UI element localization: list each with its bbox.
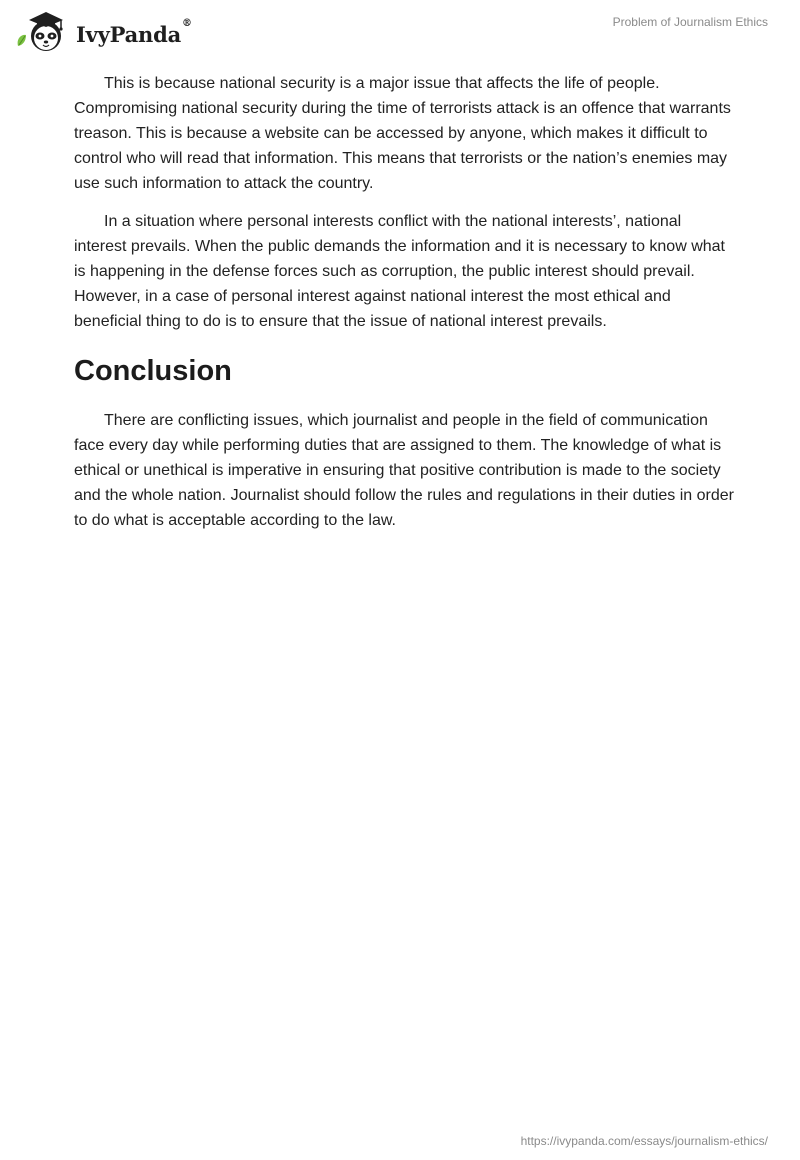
ivypanda-logo[interactable]: [14, 8, 192, 56]
body-paragraph: In a situation where personal interests conflict with the national interests’, national interest prevails. When the public demands the information and it is necessary to know what is happening in the defense forces such as corruption, the public interest should prevail. However, in a case of personal interest against national interest the most ethical and beneficial thing to do is to ensure that the issue of national interest prevails.: [74, 213, 725, 330]
essay-content: [74, 71, 734, 546]
body-paragraph: This is because national security is a major issue that affects the life of people. Compromising national security during the time of terrorists attack is an offence that warrants treason. This is because a website can be accessed by anyone, which makes it difficult to control who will read that information. This means that terrorists or the nation’s enemies may use such information to attack the country.: [74, 75, 731, 192]
source-url[interactable]: https://ivypanda.com/essays/journalism-ethics/: [520, 1134, 768, 1148]
page-header: [0, 0, 800, 60]
logo-wordmark: IvyPanda®: [76, 17, 192, 47]
panda-graduate-icon: [14, 8, 74, 56]
conclusion-heading: Conclusion: [74, 355, 232, 387]
registered-mark: ®: [182, 17, 192, 29]
conclusion-paragraph: There are conflicting issues, which journalist and people in the field of communication face every day while performing duties that are assigned to them. The knowledge of what is ethical or unethical is imperative in ensuring that positive contribution is made to the society and the whole nation. Journalist should follow the rules and regulations in their duties in order to do what is acceptable according to the law.: [74, 412, 734, 529]
document-title: Problem of Journalism Ethics: [612, 15, 768, 29]
